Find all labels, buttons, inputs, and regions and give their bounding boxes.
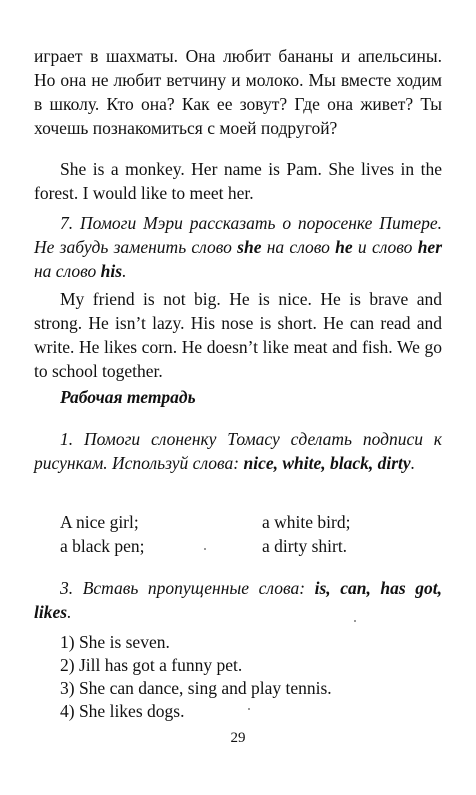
task-7-text: на слово: [34, 261, 101, 281]
task-7-text: на слово: [261, 237, 336, 257]
phrase-item: a dirty shirt.: [262, 536, 348, 556]
sentence-item: 3) She can dance, sing and play tennis.: [60, 678, 332, 698]
task-1-words: nice, white, black, dirty: [243, 453, 411, 473]
task-7-word-her: her: [417, 237, 442, 257]
task-3-text: 3. Вставь пропущенные слова:: [60, 578, 315, 598]
task-7-text: .: [122, 261, 127, 281]
paragraph-monkey-answer: She is a monkey. Her name is Pam. She lives in the forest. I would like to meet her.: [34, 159, 442, 203]
print-speck: [204, 548, 206, 550]
task-3-text: .: [67, 602, 72, 622]
task-1-text: .: [410, 453, 416, 473]
task-3-words: is, can, has got, likes: [34, 578, 442, 622]
sentence-item: 1) She is seven.: [60, 632, 170, 652]
task-7-word-his: his: [100, 261, 123, 281]
task-7-word-he: he: [335, 237, 353, 257]
phrases-right-column: [262, 510, 350, 558]
phrase-item: A nice girl;: [60, 512, 139, 532]
task-7-text: и слово: [352, 237, 418, 257]
phrase-item: a black pen;: [60, 536, 145, 556]
task-7-instruction: [34, 211, 442, 283]
task-1-text: 1. Помоги слоненку Томасу сделать подписи к рисункам. Используй слова:: [34, 429, 442, 473]
print-speck: [248, 708, 250, 710]
page-number: 29: [230, 730, 246, 746]
workbook-heading: Рабочая тетрадь: [60, 387, 196, 407]
sentence-item: 2) Jill has got a funny pet.: [60, 655, 243, 675]
paragraph-russian-riddle: играет в шахматы. Она любит бананы и апельсины. Но она не любит ветчину и молоко. Мы вместе ходим в школу. Кто она? Как ее зовут? Где она живет? Ты хочешь познакомиться с моей подругой?: [34, 46, 442, 138]
task-1-instruction: [34, 427, 442, 475]
phrase-item: a white bird;: [262, 512, 351, 532]
task-7-text: 7. Помоги Мэри рассказать о поросенке Питере. Не забудь заменить слово: [34, 213, 442, 257]
phrases-left-column: [60, 510, 145, 558]
sentence-item: 4) She likes dogs.: [60, 701, 185, 721]
task-3-instruction: [34, 576, 442, 624]
task-7-word-she: she: [237, 237, 262, 257]
print-speck: [354, 620, 356, 622]
paragraph-friend-description: My friend is not big. He is nice. He is brave and strong. He isn’t lazy. His nose is short. He can read and write. He likes corn. He doesn’t like meat and fish. We go to school together.: [34, 289, 442, 381]
